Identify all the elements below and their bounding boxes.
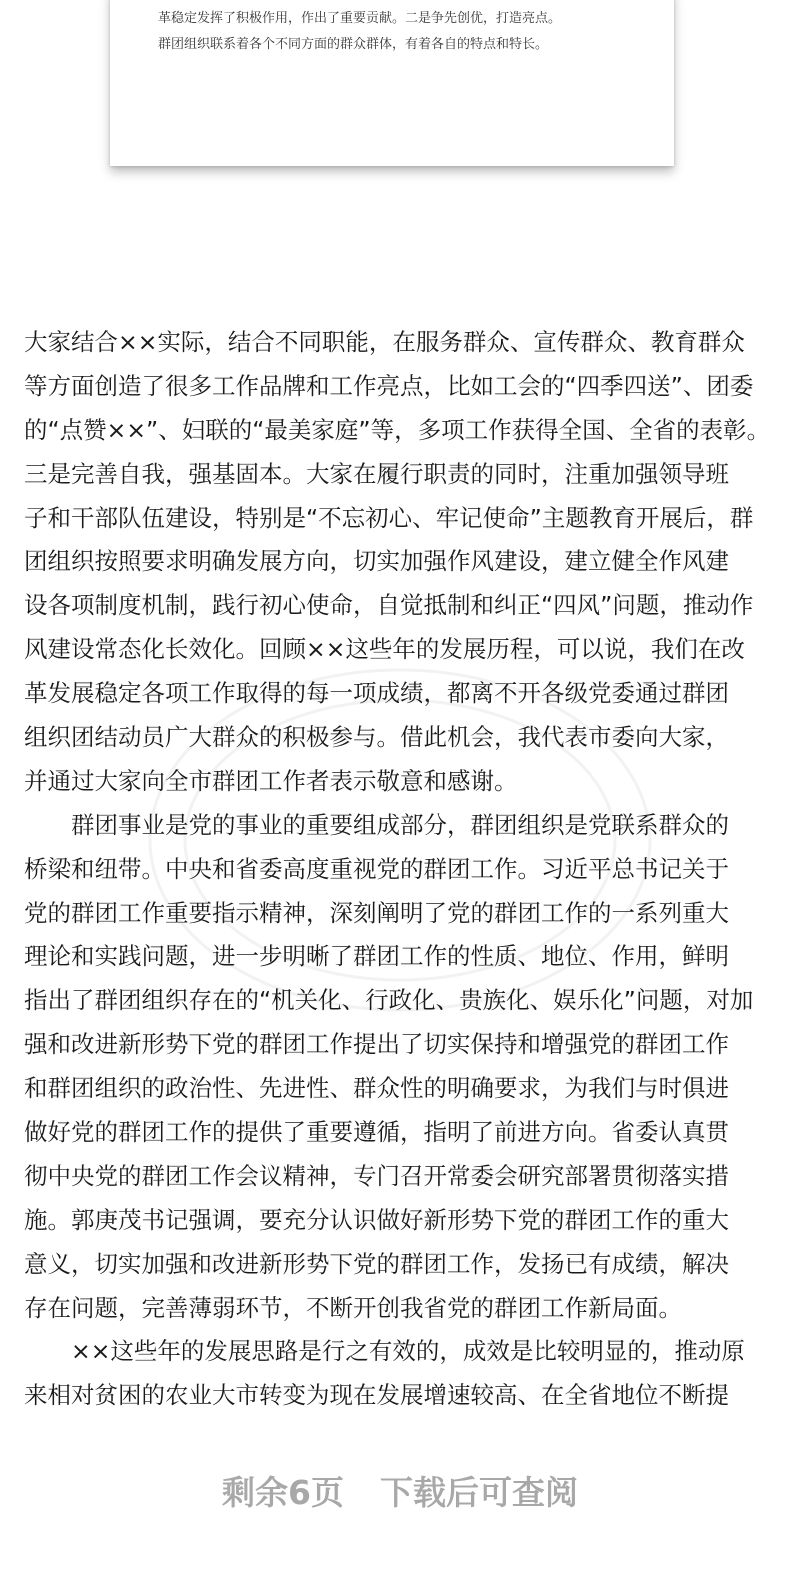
document-text-line: 三是完善自我，强基固本。大家在履行职责的同时，注重加强领导班 [24,459,729,488]
document-text-line: 组织团结动员广大群众的积极参与。借此机会，我代表市委向大家， [24,723,729,752]
remaining-pages-banner[interactable] [0,1465,800,1521]
document-text-line: 强和改进新形势下党的群团工作提出了切实保持和增强党的群团工作 [24,1030,729,1059]
document-text-line: 和群团组织的政治性、先进性、群众性的明确要求，为我们与时俱进 [24,1074,729,1103]
document-text-line: 施。郭庚茂书记强调，要充分认识做好新形势下党的群团工作的重大 [24,1205,729,1234]
document-text-line: 来相对贫困的农业大市转变为现在发展增速较高、在全省地位不断提 [24,1381,729,1410]
document-text-line: 桥梁和纽带。中央和省委高度重视党的群团工作。习近平总书记关于 [24,854,729,883]
document-text-line: 做好党的群团工作的提供了重要遵循，指明了前进方向。省委认真贯 [24,1118,729,1147]
document-text-line: 的“点赞××”、妇联的“最美家庭”等，多项工作获得全国、全省的表彰。 [24,415,771,444]
document-text-line: 设各项制度机制，践行初心使命，自觉抵制和纠正“四风”问题，推动作 [24,591,754,620]
document-text-line: 群团事业是党的事业的重要组成部分，群团组织是党联系群众的 [71,810,729,839]
document-text-line: 风建设常态化长效化。回顾××这些年的发展历程，可以说，我们在改 [24,635,745,664]
document-text-line: 意义，切实加强和改进新形势下党的群团工作，发扬已有成绩，解决 [24,1249,729,1278]
preview-text-line: 群团组织联系着各个不同方面的群众群体，有着各自的特点和特长。 [158,37,549,52]
document-body [24,321,771,1418]
document-text-line: 存在问题，完善薄弱环节，不断开创我省党的群团工作新局面。 [24,1293,682,1322]
preview-text-line: 革稳定发挥了积极作用，作出了重要贡献。二是争先创优，打造亮点。 [158,11,562,26]
document-text-line: 子和干部队伍建设，特别是“不忘初心、牢记使命”主题教育开展后，群 [24,503,754,532]
previous-page-preview [110,0,674,166]
download-hint-label: 下载后可查阅 [379,1473,578,1512]
remaining-pages-label: 剩余6页 [222,1473,344,1512]
document-text-line: 理论和实践问题，进一步明晰了群团工作的性质、地位、作用，鲜明 [24,942,729,971]
document-text-line: 并通过大家向全市群团工作者表示敬意和感谢。 [24,766,518,795]
document-text-line: ××这些年的发展思路是行之有效的，成效是比较明显的，推动原 [71,1337,745,1366]
document-text-line: 大家结合××实际，结合不同职能，在服务群众、宣传群众、教育群众 [24,328,745,356]
document-text-line: 彻中央党的群团工作会议精神，专门召开常委会研究部署贯彻落实措 [24,1161,729,1190]
document-text-line: 指出了群团组织存在的“机关化、行政化、贵族化、娱乐化”问题，对加 [24,986,754,1015]
document-text-line: 等方面创造了很多工作品牌和工作亮点，比如工会的“四季四送”、团委 [24,371,754,400]
document-text-line: 革发展稳定各项工作取得的每一项成绩，都离不开各级党委通过群团 [24,679,729,708]
document-text-line: 党的群团工作重要指示精神，深刻阐明了党的群团工作的一系列重大 [24,898,729,927]
document-text-line: 团组织按照要求明确发展方向，切实加强作风建设，建立健全作风建 [24,547,729,576]
